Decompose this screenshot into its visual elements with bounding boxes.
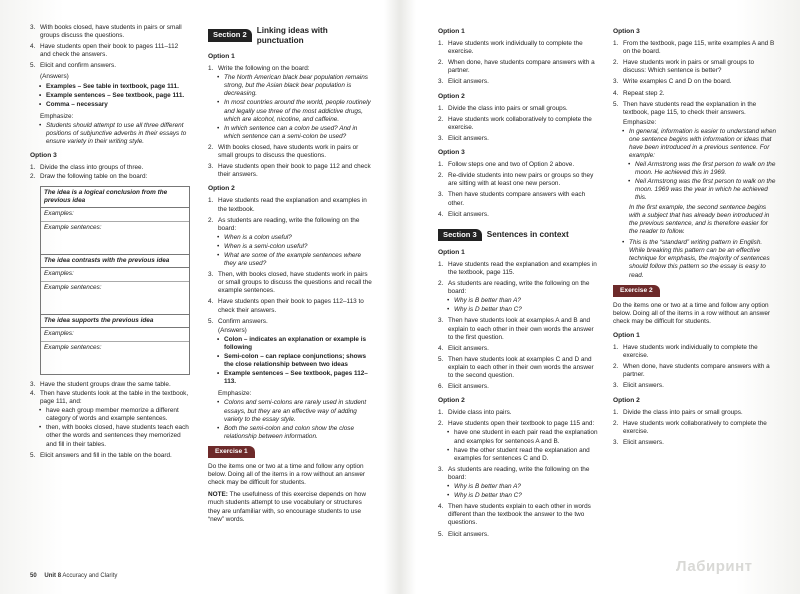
step-text: Elicit and confirm answers. — [40, 62, 117, 70]
option-heading: Option 3 — [30, 152, 57, 160]
answer-item: • Semi-colon – can replace conjunctions; shows the close relationship between two ideas — [208, 353, 373, 369]
option-heading: Option 1 — [208, 53, 235, 60]
sub-step: • then, with books closed, have students teach each other the words and sentences they memorized and fill in their tables. — [30, 424, 190, 448]
note — [208, 491, 373, 523]
board-item: • In most countries around the world, people routinely and legally use three of the most addictive drugs, which are alcohol, nicotine, and caffeine. — [208, 99, 373, 123]
section-3-header — [438, 229, 600, 241]
emphasize-note: In the first example, the second sentence begins with a subject that has already been introduced in the previous sentence, and is therefore easier for the reader to follow. — [629, 203, 770, 236]
step-text: As students are reading, write the following on the board: — [448, 465, 590, 481]
table-row: Example sentences: — [44, 283, 102, 291]
emphasize-item: • Colons and semi-colons are rarely used in student essays, but they are an effective way of adding variety to the essay style. — [208, 399, 373, 423]
example-item: • Neil Armstrong was the first person to walk on the moon. He achieved this in 1969. — [613, 161, 778, 177]
step-text: Divide the class into groups of three. — [40, 164, 144, 172]
step-text: Write examples C and D on the board. — [623, 78, 732, 86]
emphasize-item: • Both the semi-colon and colon show the close relationship between information. — [208, 425, 373, 441]
step-text: Have students work in pairs or small groups to discuss: Which sentence is better? — [623, 59, 755, 75]
step-text: Have students read the explanation and examples in the textbook. — [218, 197, 367, 213]
board-item: • The North American black bear population remains strong, but the Asian black bear population is decreasing. — [208, 74, 373, 98]
option-heading: Option 2 — [208, 185, 235, 193]
exercise-tag: Exercise 1 — [208, 446, 255, 458]
table-row: Examples: — [41, 208, 189, 222]
option-heading: Option 1 — [438, 28, 465, 35]
watermark: Лабиринт — [676, 558, 753, 575]
step-text: With books closed, have students in pairs or small groups discuss the questions. — [40, 24, 182, 40]
sub-step: • have one student in each pair read the explanation and examples for sentences A and B. — [438, 429, 600, 445]
table-header: The idea is a logical conclusion from the previous idea — [41, 187, 189, 208]
step-text: Elicit answers. — [448, 530, 489, 538]
table-row: Examples: — [41, 268, 189, 282]
section-title — [257, 26, 328, 45]
step-text: Draw the following table on the board: — [40, 173, 148, 181]
board-item: • When is a colon useful? — [208, 234, 373, 242]
sub-step: • have each group member memorize a different category of words and example sentences. — [30, 407, 190, 423]
step-text: Elicit answers. — [448, 344, 489, 352]
step-text: Have students open their book to pages 111–112 and check the answers. — [40, 43, 179, 59]
step-text: Then have students look at examples A and B and explain to each other in their own words the answer to the first question. — [448, 317, 594, 341]
step-text: When done, have students compare answers with a partner. — [623, 363, 770, 379]
option-heading: Option 3 — [613, 28, 640, 35]
exercise-instructions: Do the items one or two at a time and follow any option below. Doing all of the items in a row without an answer check may be difficult for students. — [613, 301, 771, 325]
exercise-tag: Exercise 2 — [613, 285, 660, 297]
board-item: • When is a semi-colon useful? — [208, 243, 373, 251]
answer-item: • Colon – indicates an explanation or example is following — [208, 336, 373, 352]
step-text: Then, with books closed, have students work in pairs or small groups to discuss the questions and recall the example sentences. — [218, 271, 372, 295]
step-text: As students are reading, write the following on the board: — [218, 216, 360, 232]
option-heading: Option 1 — [438, 248, 465, 256]
sub-step: • have the other student read the explanation and examples for sentences C and D. — [438, 447, 600, 463]
step-text: When done, have students compare answers with a partner. — [448, 59, 595, 75]
emphasize-label: Emphasize: — [623, 118, 657, 126]
table-header: The idea contrasts with the previous idea — [41, 254, 189, 268]
step-text: Divide class into pairs. — [448, 409, 512, 417]
answers-label: (Answers) — [218, 326, 247, 334]
column-3: Option 1 1. Have students work individually to complete the exercise. 2. When done, have students compare answers with a partner. 3. Elicit answers. Option 2 1. Divide the class into pairs or small groups. 2. Have students work collaboratively to complete the exercise. 3. Elicit answers. Option 3 1. Follow steps one and two of Option 2 above. 2. Re-divide students into new pairs or groups so they are sitting with at least one new person. 3. Then have students compare answers with each other. 4. Elicit answers. Section 3 Sentences in context Option 1 1. Have students read the explanation and examples in the textbook, page 115. 2. As students are reading, write the following on the board: • Why is B better than A? • Why is D better than C? 3. Then have students look at examples A and B and explain to each other in their own words the answer to the first question. 4. Elicit answers. 5. Then have students look at examples C and D and explain to each other in their own words the answer to the second question. 6. Elicit answers. Option 2 1. Divide class into pairs. 2. Have students open their textbook to page 115 and: • have one student in each pair read the explanation and examples for sentences A and B. • have the other student read the explanation and examples for sentences C and D. 3. As students are reading, write the following on the board: • Why is B better than A? • Why is D better than C? 4. Then have students explain to each other in words different than the textbook the answer to the two questions. 5. Elicit answers. — [438, 24, 600, 542]
exercise-instructions: Do the items one or two at a time and follow any option below. Doing all of the items in a row without an answer check may be difficult for students. — [208, 463, 366, 487]
step-text: Have students work collaboratively to complete the exercise. — [623, 419, 767, 435]
emphasize-label: Emphasize: — [218, 390, 252, 398]
step-text: As students are reading, write the following on the board: — [448, 280, 590, 296]
step-text: Have students open their book to page 112 and check their answers. — [218, 163, 371, 179]
step-text: Have students work individually to complete the exercise. — [448, 40, 583, 56]
step-text: Repeat step 2. — [623, 89, 665, 97]
step-text: Have students work collaboratively to complete the exercise. — [448, 115, 592, 131]
unit-label: Unit 8 — [44, 573, 62, 579]
answer-item: • Example sentences – See textbook, page 111. — [30, 92, 190, 100]
section-tag: Section 3 — [438, 229, 482, 241]
step-text: Elicit answers. — [448, 134, 489, 142]
board-item: • Why is B better than A? — [438, 483, 600, 491]
option-heading: Option 2 — [438, 397, 465, 405]
section-tag: Section 2 — [208, 29, 252, 41]
note-label: NOTE: — [208, 491, 228, 499]
option-heading: Option 3 — [438, 149, 465, 157]
step-text: Have students open their textbook to page 115 and: — [448, 420, 595, 428]
step-text: Elicit answers. — [448, 210, 489, 218]
column-4: Option 3 1. From the textbook, page 115, write examples A and B on the board. 2. Have students work in pairs or small groups to discuss: Which sentence is better? 3. Write examples C and D on the board. 4. Repeat step 2. 5. Then have students read the explanation in the textbook, page 115, to check their answers. Emphasize: • In general, information is easier to understand when one sentence begins with information or ideas that have been introduced in a previous sentence. For example: • Neil Armstrong was the first person to walk on the moon. He achieved this in 1969. • Neil Armstrong was the first person to walk on the moon. 1969 was the year in which he achieved this. In the first example, the second sentence begins with a subject that has already been introduced in the previous sentence, and is therefore easier for the reader to follow. • This is the “standard” writing pattern in English. While breaking this pattern can be an effective technique for emphasis, the majority of sentences should follow this pattern so the essay is easy to read. Exercise 2 Do the items one or two at a time and follow any option below. Doing all of the items in a row without an answer check may be difficult for students. Option 1 1. Have students work individually to complete the exercise. 2. When done, have students compare answers with a partner. 3. Elicit answers. Option 2 1. Divide the class into pairs or small groups. 2. Have students work collaboratively to complete the exercise. 3. Elicit answers. — [613, 24, 778, 450]
step-text: Have students read the explanation and examples in the textbook, page 115. — [448, 260, 597, 276]
board-item: • What are some of the example sentences where they are used? — [208, 252, 373, 268]
step-text: Elicit answers. — [623, 438, 664, 446]
section-2-header — [208, 26, 373, 45]
step-text: Divide the class into pairs or small groups. — [448, 104, 568, 112]
answer-item: • Comma – necessary — [30, 101, 190, 109]
table-row: Examples: — [41, 328, 189, 342]
answer-item: • Examples – See table in textbook, page 111. — [30, 83, 190, 91]
column-1: 3. With books closed, have students in pairs or small groups discuss the questions. 4. Have students open their book to pages 111–112 and check the answers. 5. Elicit and confirm answers. (Answers) • Examples – See table in textbook, page 111. • Example sentences – See textbook, page 111. • Comma – necessary Emphasize: • Students should attempt to use all three different positions of subjunctive adverbs in their essays to ensure variety in their writing style. Option 3 1. Divide the class into groups of three. 2. Draw the following table on the board: The idea is a logical conclusion from the previous idea Examples: Example sentences: The idea contrasts with the previous idea Examples: Example sentences: The idea supports the previous idea Examples: Example sentences: 3. Have the student groups draw the same table. 4. Then have students look at the table in the textbook, page 111, and: • have each group member memorize a different category of words and example sentences. • then, with books closed, have students teach each other the words and sentences they memorized and fill in their tables. 5. Elicit answers and fill in the table on the board. — [30, 24, 190, 463]
step-text: Elicit answers. — [623, 382, 664, 390]
step-text: From the textbook, page 115, write examples A and B on the board. — [623, 40, 775, 56]
section-title: Sentences in context — [486, 229, 569, 239]
step-text: Then have students look at the table in the textbook, page 111, and: — [40, 389, 189, 406]
step-text: Elicit answers. — [448, 78, 489, 86]
option-heading: Option 2 — [438, 92, 465, 100]
option-heading: Option 2 — [613, 396, 640, 404]
step-text: Then have students compare answers with each other. — [448, 191, 586, 207]
emphasize-item: • In general, information is easier to understand when one sentence begins with information or ideas that have been introduced in a previous sentence. For example: — [613, 128, 778, 160]
emphasize-label: Emphasize: — [40, 112, 74, 120]
answer-item: • Example sentences – See textbook, pages 112–113. — [208, 370, 373, 386]
note-text: The usefulness of this exercise depends on how much students attempt to use vocabulary or structures they are unfamiliar with, so encourage students to use “new” words. — [208, 491, 366, 523]
emphasize-item: • This is the “standard” writing pattern in English. While breaking this pattern can be an effective technique for emphasis, the majority of sentences should follow this pattern so the essay is easy to read. — [613, 239, 778, 279]
category-table — [40, 186, 190, 375]
step-text: Divide the class into pairs or small groups. — [623, 408, 743, 416]
table-header: The idea supports the previous idea — [41, 314, 189, 328]
step-text: Have students work individually to complete the exercise. — [623, 344, 758, 360]
table-row: Example sentences: — [44, 223, 102, 231]
step-text: Have students open their book to pages 112–113 to check their answers. — [218, 298, 364, 314]
step-text: Elicit answers. — [448, 383, 489, 391]
board-item: • Why is D better than C? — [438, 306, 600, 314]
board-item: • Why is B better than A? — [438, 297, 600, 305]
section-title-line: punctuation — [256, 35, 304, 45]
board-item: • Why is D better than C? — [438, 492, 600, 500]
table-row: Example sentences: — [44, 343, 102, 351]
column-2: Section 2 Linking ideas with punctuation Option 1 1. Write the following on the board: • The North American black bear population remains strong, but the Asian black bear population is decreasing. • In most countries around the world, people routinely and legally use three of the most addictive drugs, which are alcohol, nicotine, and caffeine. • In which sentence can a colon be used? And in which sentence can a semi-colon be used? 2. With books closed, have students work in pairs or small groups to discuss the questions. 3. Have students open their book to page 112 and check their answers. Option 2 1. Have students read the explanation and examples in the textbook. 2. As students are reading, write the following on the board: • When is a colon useful? • When is a semi-colon useful? • What are some of the example sentences where they are used? 3. Then, with books closed, have students work in pairs or small groups to discuss the questions and recall the example sentences. 4. Have students open their book to pages 112–113 to check their answers. 5. Confirm answers. (Answers) • Colon – indicates an explanation or example is following • Semi-colon – can replace conjunctions; shows the close relationship between two ideas • Example sentences – See textbook, pages 112–113. Emphasize: • Colons and semi-colons are rarely used in student essays, but they are an effective way of adding variety to the essay style. • Both the semi-colon and colon show the close relationship between information. Exercise 1 Do the items one or two at a time and follow any option below. Doing all of the items in a row without an answer check may be difficult for students. NOTE: The usefulness of this exercise depends on how much students attempt to use vocabulary or structures they are unfamiliar with, so encourage students to use “new” words. — [208, 24, 373, 524]
step-text: Then have students look at examples C and D and explain to each other in their own words the answer to the second question. — [448, 355, 594, 379]
step-text: Then have students read the explanation in the textbook, page 115, to check their answers. — [623, 100, 757, 116]
board-item: • In which sentence can a colon be used? And in which sentence can a semi-colon be used? — [208, 125, 373, 141]
emphasize-item: • Students should attempt to use all three different positions of subjunctive adverbs in their essays to ensure variety in their writing style. — [30, 122, 190, 146]
example-item: • Neil Armstrong was the first person to walk on the moon. 1969 was the year in which he achieved this. — [613, 178, 778, 202]
step-text: Re-divide students into new pairs or groups so they are sitting with at least one new person. — [448, 172, 594, 188]
page-number: 50 — [30, 573, 37, 579]
step-text: Write the following on the board: — [218, 65, 310, 73]
step-text: Elicit answers and fill in the table on the board. — [40, 451, 172, 459]
unit-title: Accuracy and Clarity — [62, 573, 118, 579]
step-text: Confirm answers. — [218, 317, 268, 325]
step-text: With books closed, have students work in pairs or small groups to discuss the questions. — [218, 143, 359, 160]
page-footer — [30, 573, 117, 579]
section-title-line: Linking ideas with — [256, 26, 328, 35]
answers-label: (Answers) — [40, 73, 69, 81]
step-text: Then have students explain to each other in words different than the textbook the answer to the two questions. — [448, 503, 591, 527]
step-text: Have the student groups draw the same table. — [40, 380, 171, 388]
step-text: Follow steps one and two of Option 2 above. — [448, 161, 575, 169]
option-heading: Option 1 — [613, 332, 640, 339]
